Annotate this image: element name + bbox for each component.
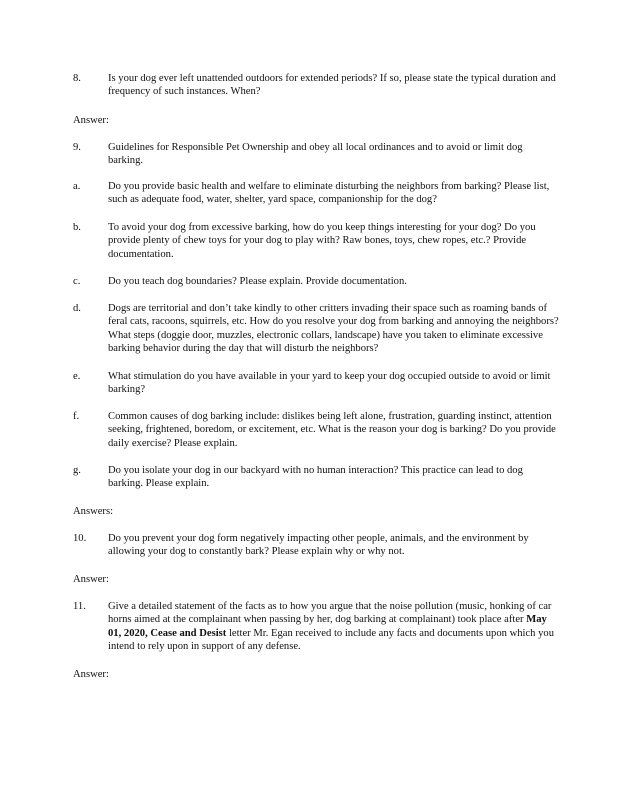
item-letter: d.: [73, 303, 81, 314]
item-letter: c.: [73, 276, 81, 287]
item-letter: b.: [73, 222, 81, 233]
item-number: 9.: [73, 142, 81, 153]
item-text: Do you provide basic health and welfare to eliminate disturbing the neighbors from barking? Please list, such as adequate food, water, shelter, yard space, companionship for the dog?: [108, 181, 550, 206]
item-number: 8.: [73, 73, 81, 84]
item-text: Dogs are territorial and don’t take kindly to other critters invading their space such as roaming bands of feral cats, racoons, squirrels, etc. How do you resolve your dog from barking and annoying the neighbors? What steps (doggie door, muzzles, electronic collars, landscape) have you taken to eliminate excessive barking behavior during the day that will disturb the neighbors?: [108, 303, 559, 355]
item-letter: f.: [73, 411, 80, 422]
item-text-part: Give a detailed statement of the facts as to how you argue that the noise pollution (music, honking of car horns aimed at the complainant when passing by her, dog barking at complainant) took place after: [108, 601, 552, 626]
item-text-part: letter Mr. Egan received to include any facts and documents upon which you intend to rely upon in support of any defense.: [108, 627, 555, 653]
item-text: What stimulation do you have available in your yard to keep your dog occupied outside to avoid or limit barking?: [108, 371, 551, 396]
item-number: 11.: [73, 601, 86, 612]
item-text: To avoid your dog from excessive barking, how do you keep things interesting for your dog? Do you provide plenty of chew toys for your dog to play with? Raw bones, toys, chew ropes, etc.? Provide documentation.: [108, 222, 536, 260]
answers-label: Answers:: [73, 506, 114, 517]
item-text: [108, 600, 560, 654]
item-letter: a.: [73, 181, 81, 192]
item-text: Do you isolate your dog in our backyard with no human interaction? This practice can lead to dog barking. Please explain.: [108, 465, 523, 490]
cease-and-desist-date: May 01, 2020, Cease and Desist: [108, 614, 547, 639]
item-number: 10.: [73, 533, 87, 544]
item-text: Is your dog ever left unattended outdoors for extended periods? If so, please state the typical duration and frequency of such instances. When?: [108, 73, 556, 98]
item-text: Do you teach dog boundaries? Please explain. Provide documentation.: [108, 276, 407, 287]
answer-label: Answer:: [73, 574, 109, 585]
answer-label: Answer:: [73, 115, 109, 126]
item-text: Guidelines for Responsible Pet Ownership and obey all local ordinances and to avoid or limit dog barking.: [108, 142, 523, 167]
item-text: Common causes of dog barking include: dislikes being left alone, frustration, guarding instinct, attention seeking, frightened, boredom, or excitement, etc. What is the reason your dog is barking? Do you provide daily exercise? Please explain.: [108, 411, 556, 449]
item-letter: g.: [73, 465, 81, 476]
answer-label: Answer:: [73, 669, 109, 680]
item-text: Do you prevent your dog form negatively impacting other people, animals, and the environment by allowing your dog to constantly bark? Please explain why or why not.: [108, 533, 529, 558]
item-letter: e.: [73, 371, 81, 382]
